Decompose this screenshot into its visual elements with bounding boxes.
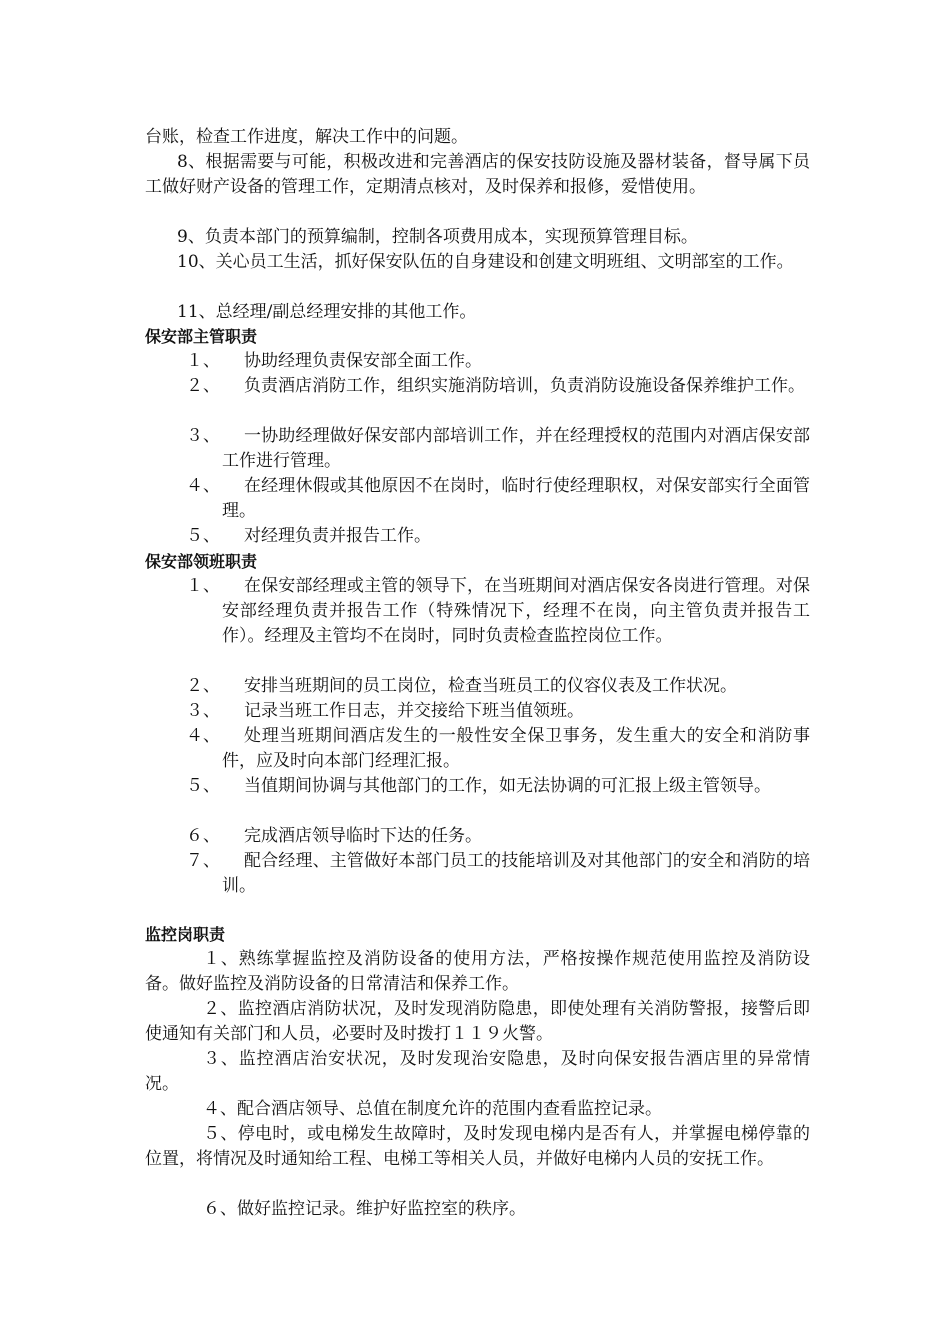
supervisor-section-title: 保安部主管职责	[145, 327, 258, 346]
item-text: 协助经理负责保安部全面工作。	[244, 351, 482, 371]
monitor-paragraph: ６、做好监控记录。维护好监控室的秩序。	[203, 1199, 526, 1219]
item-number: ２、	[186, 676, 220, 696]
intro-paragraph: 台账，检查工作进度，解决工作中的问题。	[145, 127, 468, 147]
item-number: ３、	[186, 426, 220, 446]
monitor-paragraph: ２、监控酒店消防状况，及时发现消防隐患，即使处理有关消防警报，接警后即使通知有关部门和人员，必要时及时拨打１１９火警。	[145, 999, 810, 1044]
item-number: ５、	[186, 776, 220, 796]
item-text: 完成酒店领导临时下达的任务。	[244, 826, 482, 846]
list-item	[186, 724, 810, 774]
monitor-section-title: 监控岗职责	[145, 925, 226, 944]
list-item	[186, 374, 810, 399]
item-number: ４、	[186, 476, 220, 496]
list-item	[186, 524, 810, 549]
list-item	[186, 674, 810, 699]
item-text: 当值期间协调与其他部门的工作，如无法协调的可汇报上级主管领导。	[244, 776, 771, 796]
monitor-paragraph: ５、停电时，或电梯发生故障时，及时发现电梯内是否有人，并掌握电梯停靠的位置，将情况及时通知给工程、电梯工等相关人员，并做好电梯内人员的安抚工作。	[145, 1124, 810, 1169]
item-text: 负责酒店消防工作，组织实施消防培训，负责消防设施设备保养维护工作。	[244, 376, 805, 396]
item-number: ６、	[186, 826, 220, 846]
list-item	[186, 849, 810, 899]
list-item	[186, 774, 810, 799]
intro-paragraph: 8、根据需要与可能，积极改进和完善酒店的保安技防设施及器材装备，督导属下员工做好财产设备的管理工作，定期清点核对，及时保养和报修，爱惜使用。	[145, 152, 810, 197]
item-text: 对经理负责并报告工作。	[244, 526, 431, 546]
list-item	[186, 699, 810, 724]
monitor-paragraph: ３、监控酒店治安状况，及时发现治安隐患，及时向保安报告酒店里的异常情况。	[145, 1049, 810, 1094]
item-text: 一协助经理做好保安部内部培训工作，并在经理授权的范围内对酒店保安部工作进行管理。	[222, 426, 810, 471]
item-number: １、	[186, 576, 220, 596]
list-item	[186, 474, 810, 524]
item-text: 处理当班期间酒店发生的一般性安全保卫事务，发生重大的安全和消防事件，应及时向本部门经理汇报。	[222, 726, 810, 771]
foreman-section-title: 保安部领班职责	[145, 552, 258, 571]
intro-paragraph: 11、总经理/副总经理安排的其他工作。	[177, 302, 477, 322]
item-number: ４、	[186, 726, 220, 746]
item-text: 配合经理、主管做好本部门员工的技能培训及对其他部门的安全和消防的培训。	[222, 851, 810, 896]
item-text: 在经理休假或其他原因不在岗时，临时行使经理职权，对保安部实行全面管理。	[222, 476, 810, 521]
list-item	[186, 824, 810, 849]
intro-paragraph: 9、负责本部门的预算编制，控制各项费用成本，实现预算管理目标。	[177, 227, 698, 247]
monitor-paragraph: ４、配合酒店领导、总值在制度允许的范围内查看监控记录。	[203, 1099, 662, 1119]
list-item	[186, 349, 810, 374]
item-text: 在保安部经理或主管的领导下，在当班期间对酒店保安各岗进行管理。对保安部经理负责并报告工作（特殊情况下，经理不在岗，向主管负责并报告工作）。经理及主管均不在岗时，同时负责检查监控岗位工作。	[222, 576, 810, 646]
item-number: ３、	[186, 701, 220, 721]
intro-paragraph: 10、关心员工生活，抓好保安队伍的自身建设和创建文明班组、文明部室的工作。	[177, 252, 794, 272]
item-number: １、	[186, 351, 220, 371]
monitor-paragraph: １、熟练掌握监控及消防设备的使用方法，严格按操作规范使用监控及消防设备。做好监控及消防设备的日常清洁和保养工作。	[145, 949, 810, 994]
list-item	[186, 424, 810, 474]
item-text: 记录当班工作日志，并交接给下班当值领班。	[244, 701, 584, 721]
item-number: ２、	[186, 376, 220, 396]
item-text: 安排当班期间的员工岗位，检查当班员工的仪容仪表及工作状况。	[244, 676, 737, 696]
item-number: ５、	[186, 526, 220, 546]
item-number: ７、	[186, 851, 220, 871]
list-item	[186, 574, 810, 649]
